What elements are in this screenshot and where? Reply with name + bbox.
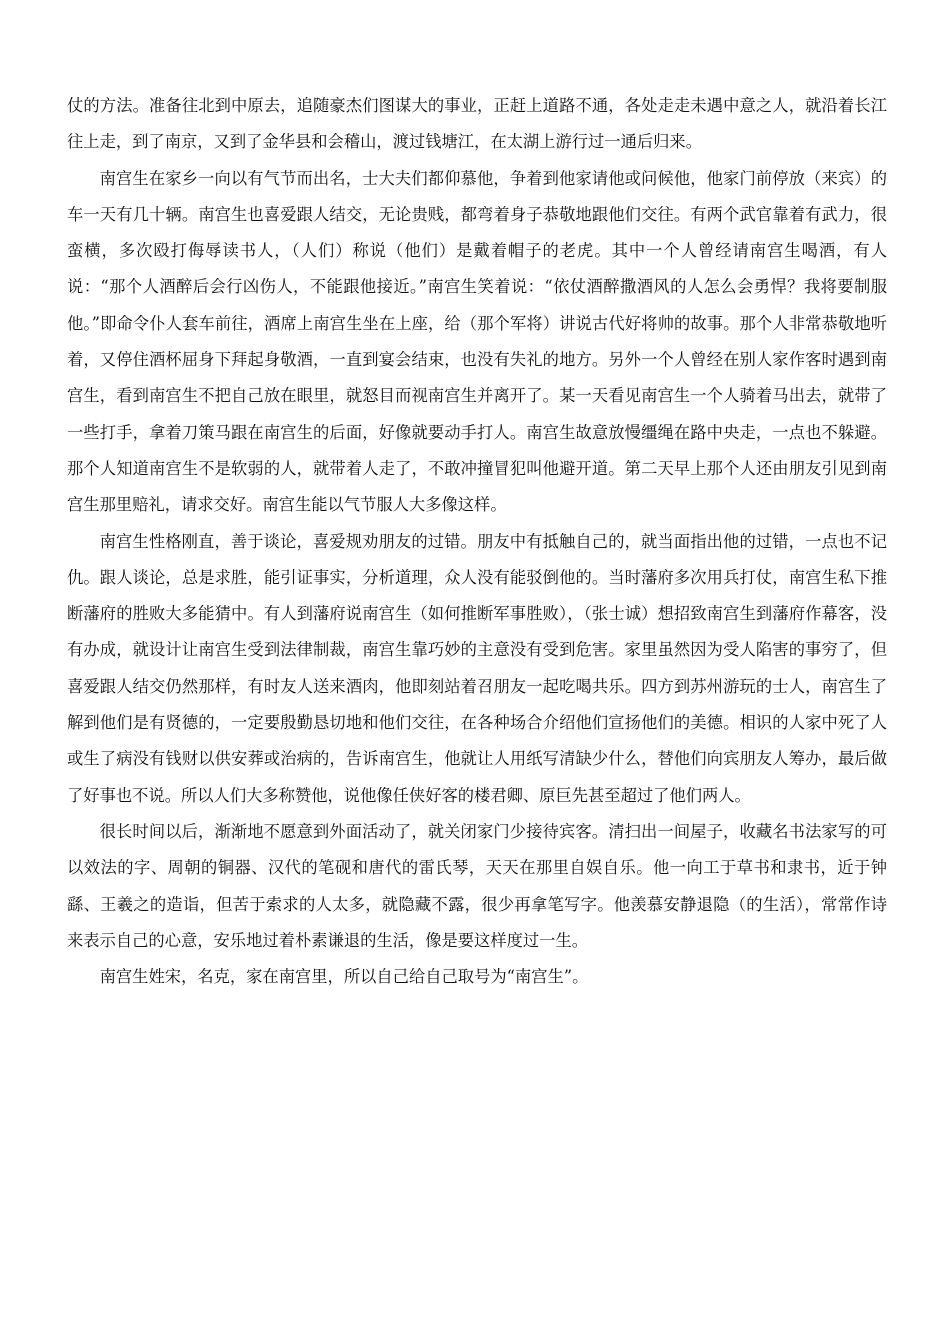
- paragraph-3: 南宫生性格刚直，善于谈论，喜爱规劝朋友的过错。朋友中有抵触自己的，就当面指出他的过错，一点也不记仇。跟人谈论，总是求胜，能引证事实，分析道理，众人没有能驳倒他的。当时藩府多次用兵打仗，南宫生私下推断藩府的胜败大多能猜中。有人到藩府说南宫生（如何推断军事胜败），（张士诚）想招致南宫生到藩府作幕客，没有办成，就设计让南宫生受到法律制裁，南宫生靠巧妙的主意没有受到危害。家里虽然因为受人陷害的事穷了，但喜爱跟人结交仍然那样，有时友人送来酒肉，他即刻站着召朋友一起吃喝共乐。四方到苏州游玩的士人，南宫生了解到他们是有贤德的，一定要殷勤恳切地和他们交往，在各种场合介绍他们宣扬他们的美德。相识的人家中死了人或生了病没有钱财以供安葬或治病的，告诉南宫生，他就让人用纸写清缺少什么，替他们向宾朋友人筹办，最后做了好事也不说。所以人们大多称赞他，说他像任侠好客的楼君卿、原巨先甚至超过了他们两人。: [67, 531, 887, 805]
- paragraph-2: 南宫生在家乡一向以有气节而出名，士大夫们都仰慕他，争着到他家请他或问候他，他家门前停放（来宾）的车一天有几十辆。南宫生也喜爱跟人结交，无论贵贱，都弯着身子恭敬地跟他们交往。有两个武官靠着有武力，很蛮横，多次殴打侮辱读书人，（人们）称说（他们）是戴着帽子的老虎。其中一个人曾经请南宫生喝酒，有人说：“那个人酒醉后会行凶伤人，不能跟他接近。”南宫生笑着说：“依仗酒醉撒酒风的人怎么会勇悍？我将要制服他。”即命令仆人套车前往，酒席上南宫生坐在上座，给（那个军将）讲说古代好将帅的故事。那个人非常恭敬地听着，又停住酒杯屈身下拜起身敬酒，一直到宴会结束，也没有失礼的地方。另外一个人曾经在别人家作客时遇到南宫生，看到南宫生不把自己放在眼里，就怒目而视南宫生并离开了。某一天看见南宫生一个人骑着马出去，就带了一些打手，拿着刀策马跟在南宫生的后面，好像就要动手打人。南宫生故意放慢缰绳在路中央走，一点也不躲避。那个人知道南宫生不是软弱的人，就带着人走了，不敢冲撞冒犯叫他避开道。第二天早上那个人还由朋友引见到南宫生那里赔礼，请求交好。南宫生能以气节服人大多像这样。: [67, 168, 887, 515]
- paragraph-1: 仗的方法。准备往北到中原去，追随豪杰们图谋大的事业，正赶上道路不通，各处走走未遇中意之人，就沿着长江往上走，到了南京，又到了金华县和会稽山，渡过钱塘江，在太湖上游行过一通后归来。: [67, 96, 887, 152]
- paragraph-4: 很长时间以后，渐渐地不愿意到外面活动了，就关闭家门少接待宾客。清扫出一间屋子，收藏名书法家写的可以效法的字、周朝的铜器、汉代的笔砚和唐代的雷氏琴，天天在那里自娱自乐。他一向工于草书和隶书，近于钟繇、王羲之的造诣，但苦于索求的人太多，就隐藏不露，很少再拿笔写字。他羡慕安静退隐（的生活），常常作诗来表示自己的心意，安乐地过着朴素谦退的生活，像是要这样度过一生。: [67, 821, 887, 950]
- paragraph-5: 南宫生姓宋，名克，家在南宫里，所以自己给自己取号为“南宫生”。: [99, 967, 589, 987]
- document-body: [67, 88, 887, 995]
